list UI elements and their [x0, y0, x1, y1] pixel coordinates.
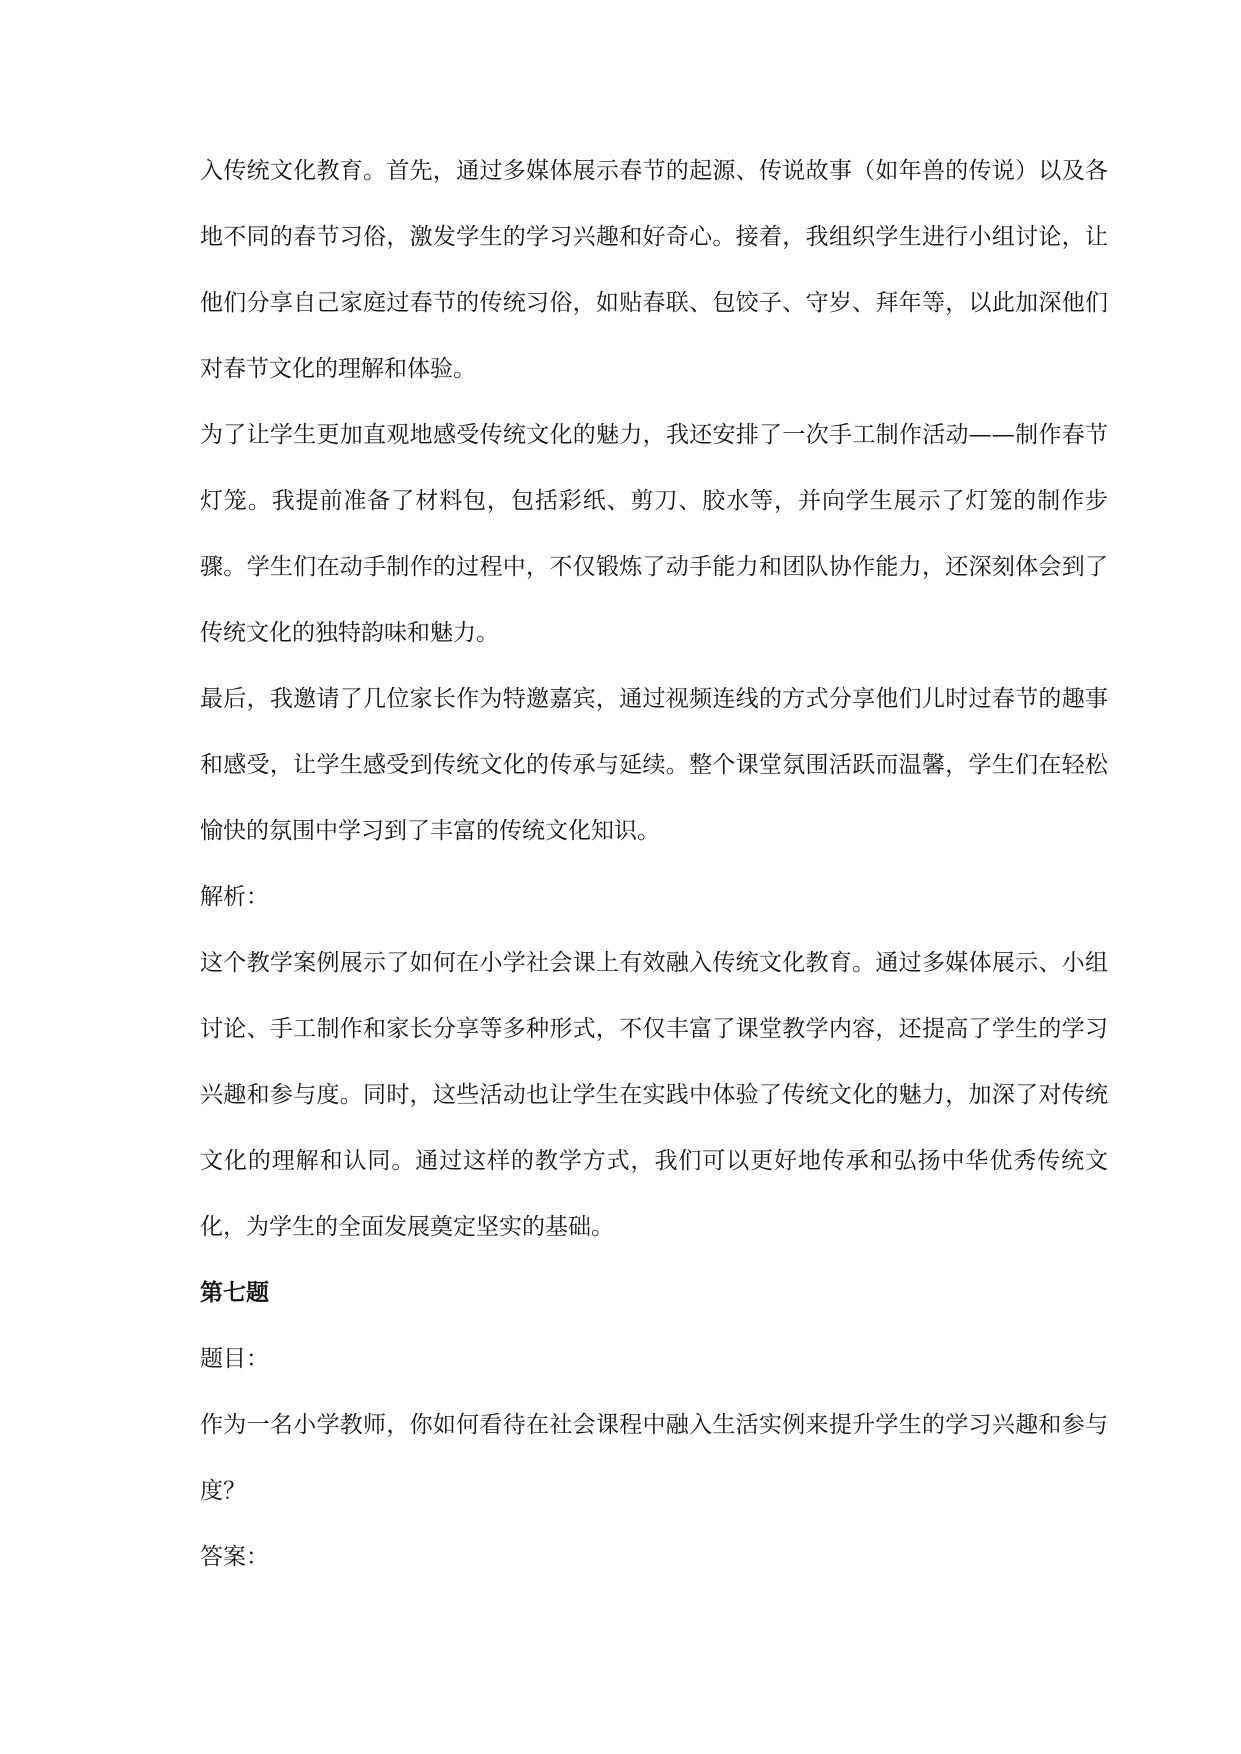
question-label: 题目：: [200, 1346, 269, 1372]
document-body: [200, 138, 1108, 1590]
analysis-label: 解析：: [200, 884, 269, 910]
paragraph-parent-sharing: 最后，我邀请了几位家长作为特邀嘉宾，通过视频连线的方式分享他们儿时过春节的趣事和感受，让学生感受到传统文化的传承与延续。整个课堂氛围活跃而温馨，学生们在轻松愉快的氛围中学习到了丰富的传统文化知识。: [200, 686, 1108, 844]
paragraph-question: 作为一名小学教师，你如何看待在社会课程中融入生活实例来提升学生的学习兴趣和参与度？: [200, 1412, 1108, 1504]
answer-label: 答案：: [200, 1544, 269, 1570]
question-seven-heading: 第七题: [200, 1279, 269, 1306]
paragraph-analysis: 这个教学案例展示了如何在小学社会课上有效融入传统文化教育。通过多媒体展示、小组讨论、手工制作和家长分享等多种形式，不仅丰富了课堂教学内容，还提高了学生的学习兴趣和参与度。同时，这些活动也让学生在实践中体验了传统文化的魅力，加深了对传统文化的理解和认同。通过这样的教学方式，我们可以更好地传承和弘扬中华优秀传统文化，为学生的全面发展奠定坚实的基础。: [200, 950, 1108, 1240]
paragraph-lantern-activity: 为了让学生更加直观地感受传统文化的魅力，我还安排了一次手工制作活动——制作春节灯笼。我提前准备了材料包，包括彩纸、剪刀、胶水等，并向学生展示了灯笼的制作步骤。学生们在动手制作的过程中，不仅锻炼了动手能力和团队协作能力，还深刻体会到了传统文化的独特韵味和魅力。: [200, 422, 1108, 646]
paragraph-spring-festival-intro: 入传统文化教育。首先，通过多媒体展示春节的起源、传说故事（如年兽的传说）以及各地不同的春节习俗，激发学生的学习兴趣和好奇心。接着，我组织学生进行小组讨论，让他们分享自己家庭过春节的传统习俗，如贴春联、包饺子、守岁、拜年等，以此加深他们对春节文化的理解和体验。: [200, 158, 1108, 382]
